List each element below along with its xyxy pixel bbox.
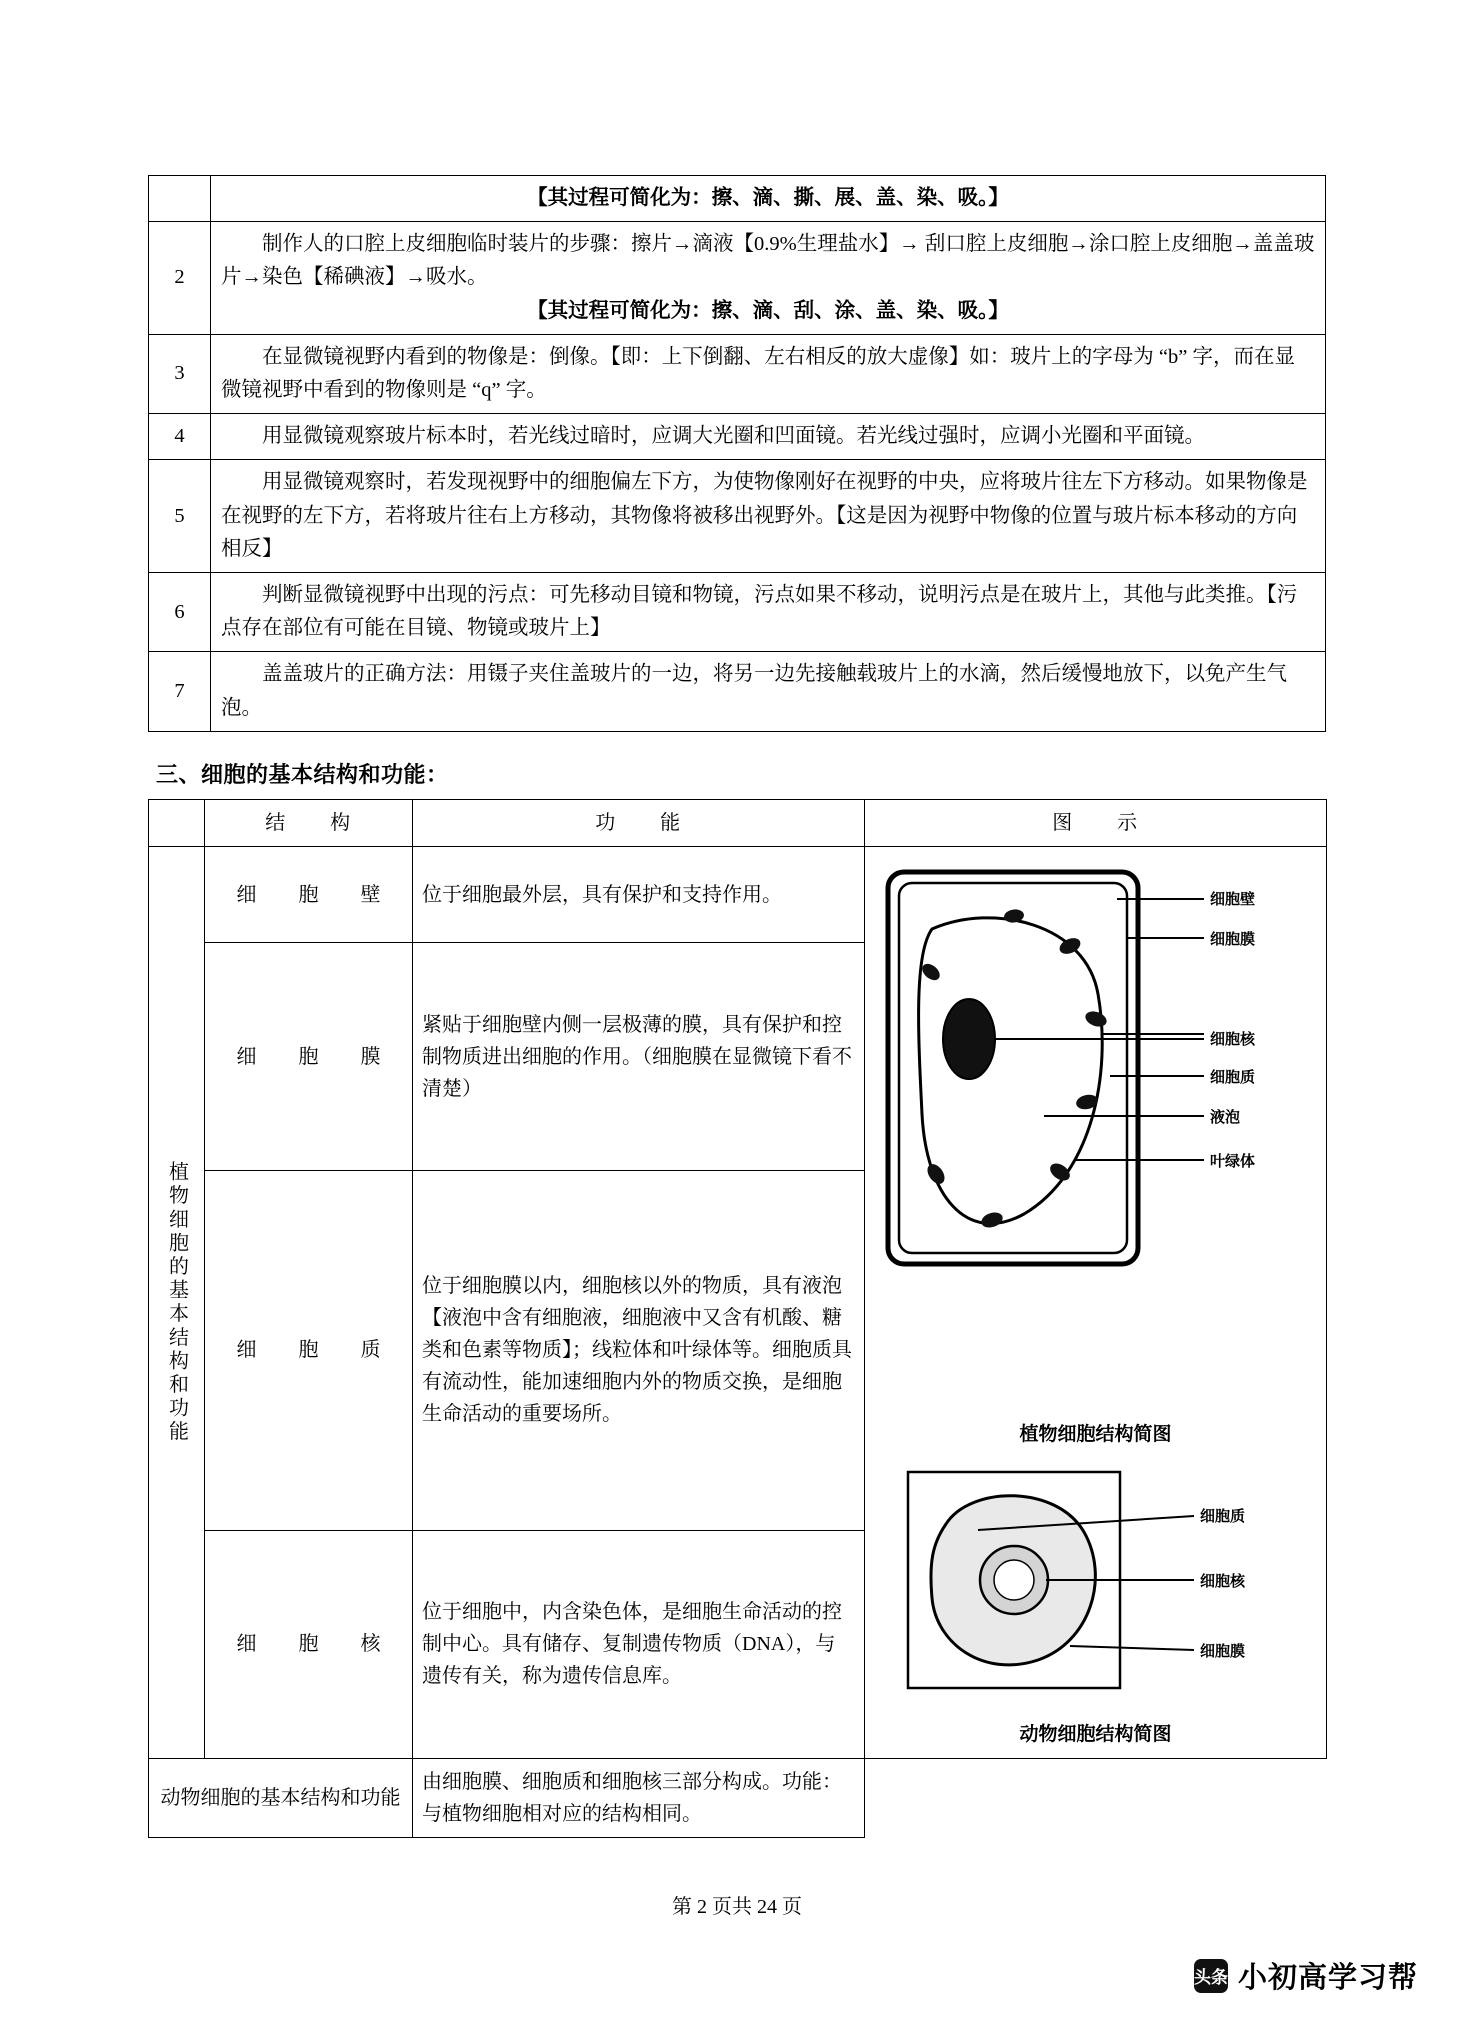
figure-label: 细胞核 [1210, 1030, 1256, 1048]
row-line: 盖盖玻片的正确方法：用镊子夹住盖玻片的一边，将另一边先接触载玻片上的水滴，然后缓慢地放下，以免产生气泡。 [221, 663, 1287, 719]
animal-cell-diagram [874, 1464, 1322, 1714]
structure-name: 细 胞 膜 [205, 943, 413, 1171]
row-line: 用显微镜观察玻片标本时，若光线过暗时，应调大光圈和凹面镜。若光线过强时，应调小光圈和平面镜。 [262, 425, 1205, 448]
figure-label: 细胞核 [1200, 1573, 1246, 1591]
row-content [211, 573, 1326, 652]
figure-label: 细胞质 [1210, 1068, 1256, 1086]
plant-figure-caption: 植物细胞结构简图 [1019, 1423, 1172, 1445]
page-content [148, 175, 1326, 1838]
row-content [211, 652, 1326, 731]
animal-cell-name: 动物细胞的基本结构和功能 [149, 1758, 413, 1837]
row-content [211, 460, 1326, 573]
figure-label: 细胞膜 [1200, 1643, 1246, 1661]
figure-label: 细胞膜 [1210, 930, 1256, 948]
cell-structure-table [148, 799, 1327, 1838]
vertical-label-text: 植物细胞的基本结构和功能 [165, 1160, 188, 1444]
row-line: 制作人的口腔上皮细胞临时装片的步骤：擦片→滴液【0.9%生理盐水】→ 刮口腔上皮细胞→涂口腔上皮细胞→盖盖玻片→染色【稀碘液】→吸水。 [221, 233, 1315, 289]
row-content [211, 222, 1326, 335]
structure-function: 位于细胞中，内含染色体，是细胞生命活动的控制中心。具有储存、复制遗传物质（DNA），与遗传有关，称为遗传信息库。 [413, 1530, 865, 1758]
animal-figure-caption: 动物细胞结构简图 [1019, 1724, 1172, 1746]
column-header-function: 功 能 [413, 799, 865, 846]
row-content [211, 176, 1326, 222]
table-row [149, 414, 1326, 460]
plant-cell-figure-cell [865, 846, 1327, 1758]
row-content [211, 334, 1326, 413]
row-line: 【其过程可简化为：擦、滴、撕、展、盖、染、吸。】 [527, 187, 1009, 209]
structure-name: 细 胞 核 [205, 1530, 413, 1758]
table-row [149, 460, 1326, 573]
watermark-logo: 头条 [1194, 1959, 1228, 1993]
structure-name: 细 胞 壁 [205, 846, 413, 943]
watermark-text: 小初高学习帮 [1237, 1962, 1418, 1994]
structure-function: 紧贴于细胞壁内侧一层极薄的膜，具有保护和控制物质进出细胞的作用。（细胞膜在显微镜下看不清楚） [413, 943, 865, 1171]
table-header-row [149, 799, 1327, 846]
row-content [211, 414, 1326, 460]
page-footer: 第 2 页共 24 页 [672, 1896, 802, 1918]
figure-label: 细胞质 [1200, 1508, 1246, 1526]
row-number: 5 [149, 460, 211, 573]
row-number: 6 [149, 573, 211, 652]
row-line: 在显微镜视野内看到的物像是：倒像。【即：上下倒翻、左右相反的放大虚像】如：玻片上的字母为 “b” 字，而在显微镜视野中看到的物像则是 “q” 字。 [221, 345, 1295, 402]
figure-label: 细胞壁 [1210, 890, 1256, 908]
table-row [149, 846, 1327, 943]
plant-cell-diagram [874, 854, 1322, 1414]
row-line: 【其过程可简化为：擦、滴、刮、涂、盖、染、吸。】 [527, 299, 1009, 322]
table-row-animal-cell [149, 1758, 1327, 1837]
row-number: 4 [149, 414, 211, 460]
structure-function: 位于细胞膜以内，细胞核以外的物质，具有液泡【液泡中含有细胞液，细胞液中又含有机酸、糖类和色素等物质】；线粒体和叶绿体等。细胞质具有流动性，能加速细胞内外的物质交换，是细胞生命活动的重要场所。 [413, 1171, 865, 1530]
animal-cell-function: 由细胞膜、细胞质和细胞核三部分构成。功能：与植物细胞相对应的结构相同。 [413, 1758, 865, 1837]
row-number: 2 [149, 222, 211, 335]
table-row [149, 573, 1326, 652]
column-header-figure: 图 示 [865, 799, 1327, 846]
structure-name: 细 胞 质 [205, 1171, 413, 1530]
section-heading: 三、细胞的基本结构和功能： [156, 761, 449, 787]
table-row [149, 176, 1326, 222]
table-row [149, 652, 1326, 731]
figure-label: 液泡 [1210, 1108, 1241, 1126]
watermark [1194, 1955, 1418, 1996]
row-number: 7 [149, 652, 211, 731]
table-row [149, 222, 1326, 335]
structure-function: 位于细胞最外层，具有保护和支持作用。 [413, 846, 865, 943]
row-line: 判断显微镜视野中出现的污点：可先移动目镜和物镜，污点如果不移动，说明污点是在玻片上，其他与此类推。【污点存在部位有可能在目镜、物镜或玻片上】 [221, 584, 1298, 640]
figure-label: 叶绿体 [1210, 1152, 1256, 1170]
column-header-structure: 结 构 [205, 799, 413, 846]
row-number [149, 176, 211, 222]
row-number: 3 [149, 334, 211, 413]
microscope-notes-table [148, 175, 1326, 732]
table-row [149, 334, 1326, 413]
row-line: 用显微镜观察时，若发现视野中的细胞偏左下方，为使物像刚好在视野的中央，应将玻片往左下方移动。如果物像是在视野的左下方，若将玻片往右上方移动，其物像将被移出视野外。【这是因为视野中物像的位置与玻片标本移动的方向相反】 [221, 471, 1308, 560]
row-label-plant-cell [149, 846, 205, 1758]
